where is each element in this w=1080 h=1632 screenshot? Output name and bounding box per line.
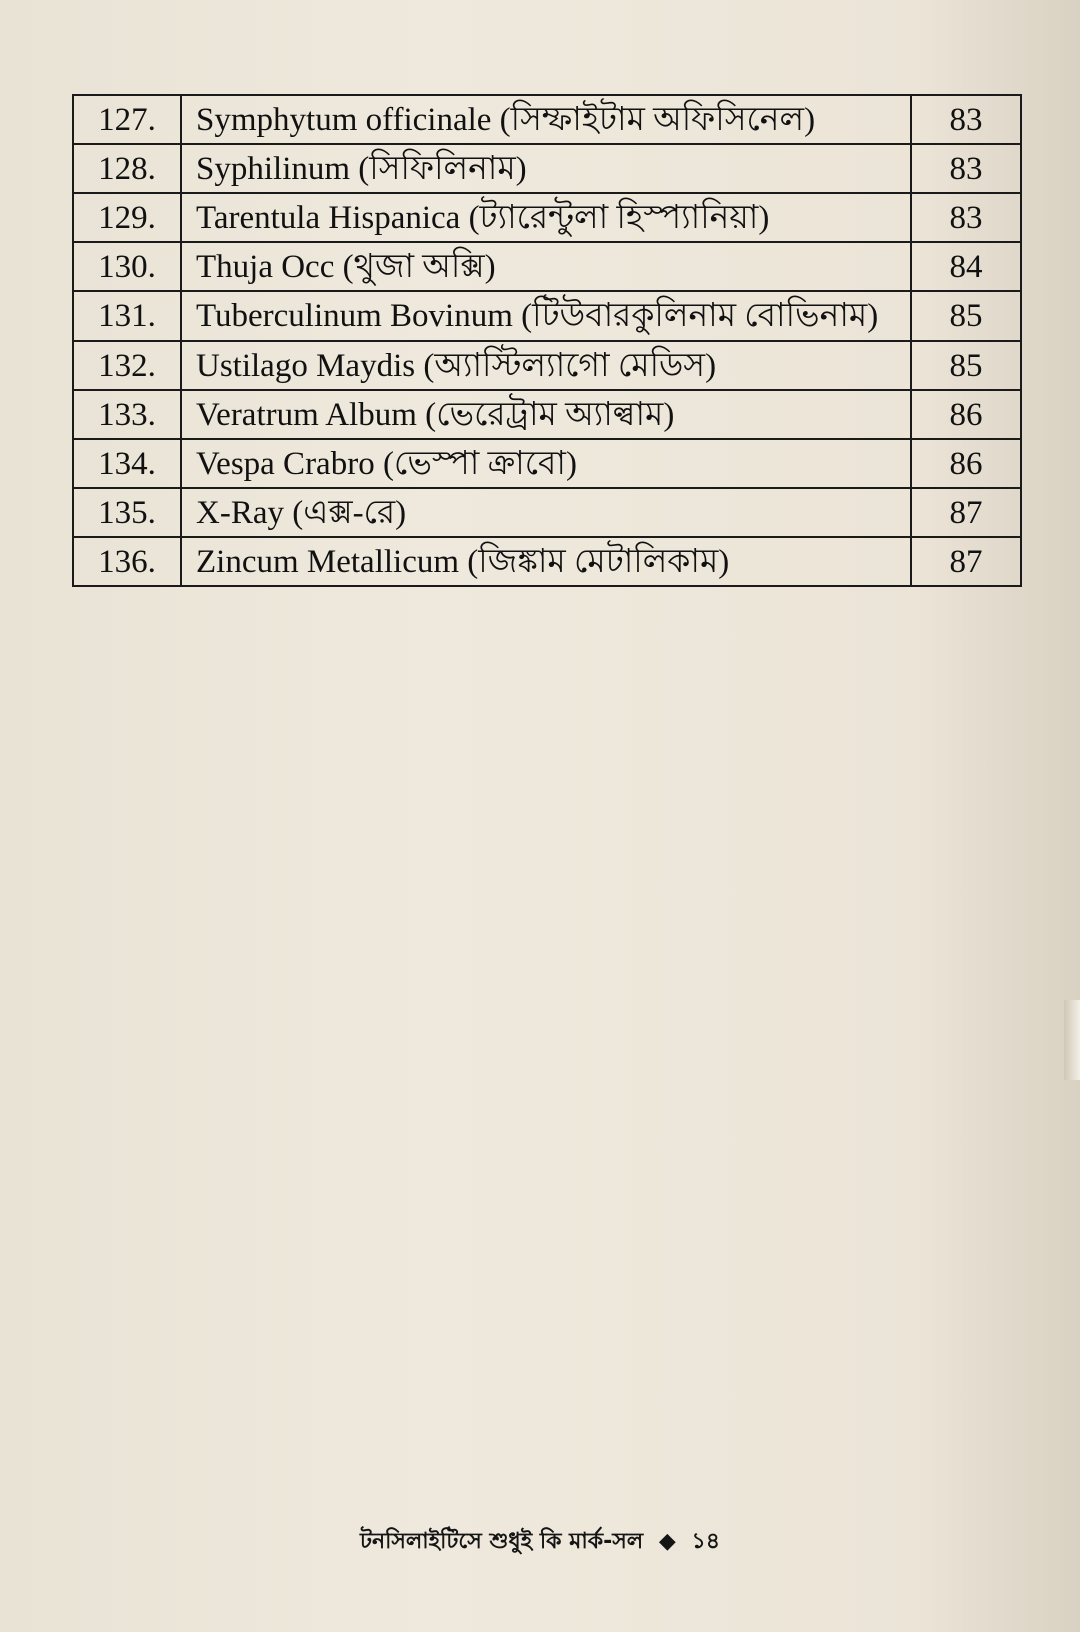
row-number: 132. <box>73 341 181 390</box>
remedy-name: X-Ray (এক্স-রে) <box>181 488 911 537</box>
remedy-name: Veratrum Album (ভেরেট্রাম অ্যাল্বাম) <box>181 390 911 439</box>
row-number: 136. <box>73 537 181 586</box>
remedy-name: Vespa Crabro (ভেস্পা ক্রাবো) <box>181 439 911 488</box>
remedy-name: Symphytum officinale (সিম্ফাইটাম অফিসিনেল) <box>181 95 911 144</box>
row-number: 129. <box>73 193 181 242</box>
row-number: 134. <box>73 439 181 488</box>
row-number: 130. <box>73 242 181 291</box>
row-number: 128. <box>73 144 181 193</box>
page-edge-shadow <box>1064 1000 1080 1080</box>
page-ref: 85 <box>911 291 1021 341</box>
table-row <box>73 488 1021 537</box>
running-title: টনসিলাইটিসে শুধুই কি মার্ক-সল <box>359 1529 644 1554</box>
page-ref: 86 <box>911 390 1021 439</box>
remedy-index-table <box>72 94 1020 587</box>
row-number: 127. <box>73 95 181 144</box>
table-row <box>73 439 1021 488</box>
table-row <box>73 144 1021 193</box>
row-number: 133. <box>73 390 181 439</box>
remedy-name: Tarentula Hispanica (ট্যারেন্টুলা হিস্প্যানিয়া) <box>181 193 911 242</box>
row-number: 131. <box>73 291 181 341</box>
page-ref: 86 <box>911 439 1021 488</box>
page-ref: 83 <box>911 144 1021 193</box>
remedy-name: Tuberculinum Bovinum (টিউবারকুলিনাম বোভিনাম) <box>181 291 911 341</box>
page-number: ১৪ <box>691 1529 721 1554</box>
table-row <box>73 341 1021 390</box>
table-row <box>73 390 1021 439</box>
remedy-name: Syphilinum (সিফিলিনাম) <box>181 144 911 193</box>
remedy-name: Zincum Metallicum (জিঙ্কাম মেটালিকাম) <box>181 537 911 586</box>
remedy-name: Thuja Occ (থুজা অক্সি) <box>181 242 911 291</box>
page-ref: 83 <box>911 193 1021 242</box>
page-ref: 83 <box>911 95 1021 144</box>
table-row <box>73 537 1021 586</box>
table-row <box>73 291 1021 341</box>
table-row <box>73 242 1021 291</box>
page-ref: 84 <box>911 242 1021 291</box>
page-footer <box>0 1524 1080 1561</box>
table-row <box>73 193 1021 242</box>
page-ref: 85 <box>911 341 1021 390</box>
page-ref: 87 <box>911 488 1021 537</box>
row-number: 135. <box>73 488 181 537</box>
table-row <box>73 95 1021 144</box>
remedy-name: Ustilago Maydis (অ্যাস্টিল্যাগো মেডিস) <box>181 341 911 390</box>
bullet-icon: ◆ <box>658 1529 676 1554</box>
page-ref: 87 <box>911 537 1021 586</box>
